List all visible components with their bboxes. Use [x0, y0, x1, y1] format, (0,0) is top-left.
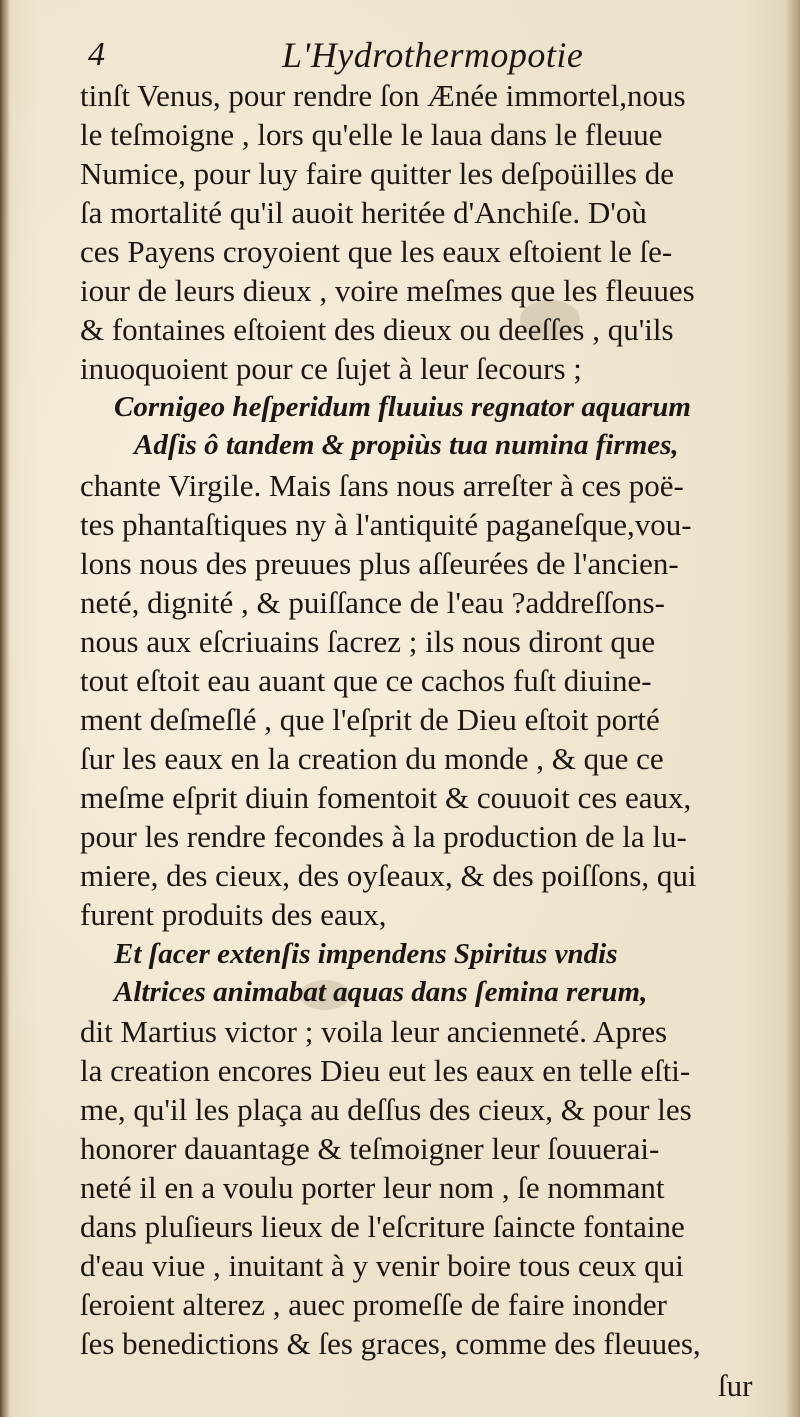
text-line: tes phantaſtiques ny à l'antiquité paganeſque,vou- — [80, 507, 692, 542]
text-line: meſme eſprit diuin fomentoit & couuoit ces eaux, — [80, 780, 692, 815]
text-line: ſeroient alterez , auec promeſſe de faire inonder — [80, 1287, 667, 1322]
page-number: 4 — [88, 36, 105, 73]
text-line: tout eſtoit eau auant que ce cachos fuſt diuine- — [80, 663, 652, 698]
text-line: dans pluſieurs lieux de l'eſcriture ſaincte fontaine — [80, 1209, 685, 1244]
text-line: furent produits des eaux, — [80, 897, 387, 932]
text-line: pour les rendre fecondes à la production de la lu- — [80, 819, 687, 854]
text-line: miere, des cieux, des oyſeaux, & des poiſſons, qui — [80, 858, 697, 893]
text-line: neté il en a voulu porter leur nom , ſe nommant — [80, 1170, 665, 1205]
binding-gutter — [0, 0, 10, 1417]
text-line: la creation encores Dieu eut les eaux en telle eſti- — [80, 1053, 691, 1088]
text-line: me, qu'il les plaça au deſſus des cieux, & pour les — [80, 1092, 692, 1127]
text-line: d'eau viue , inuitant à y venir boire tous ceux qui — [80, 1248, 684, 1283]
text-line: honorer dauantage & teſmoigner leur ſouuerai- — [80, 1131, 660, 1166]
running-title: L'Hydrothermopotie — [282, 35, 584, 75]
text-line: ces Payens croyoient que les eaux eſtoient le ſe- — [80, 234, 673, 269]
text-line: neté, dignité , & puiſſance de l'eau ?addreſſons- — [80, 585, 665, 620]
text-line: tinſt Venus, pour rendre ſon Ænée immortel,nous — [80, 78, 686, 113]
page-header — [0, 34, 800, 80]
text-line: ſur les eaux en la creation du monde , & que ce — [80, 741, 664, 776]
text-line: Numice, pour luy faire quitter les deſpoüilles de — [80, 156, 674, 191]
text-line: nous aux eſcriuains ſacrez ; ils nous diront que — [80, 624, 656, 659]
text-line: iour de leurs dieux , voire meſmes que les fleuues — [80, 273, 695, 308]
text-line: ſes benedictions & ſes graces, comme des fleuues, — [80, 1326, 701, 1361]
text-line: ſa mortalité qu'il auoit heritée d'Anchiſe. D'où — [80, 195, 647, 230]
text-line: dit Martius victor ; voila leur ancienneté. Apres — [80, 1014, 668, 1049]
verse-line: Et ſacer extenſis impendens Spiritus vndis — [114, 938, 618, 970]
text-line: chante Virgile. Mais ſans nous arreſter à ces poë- — [80, 468, 684, 503]
page-edge — [786, 0, 800, 1417]
verse-line: Cornigeo heſperidum fluuius regnator aquarum — [114, 391, 691, 423]
text-line: inuoquoient pour ce ſujet à leur ſecours ; — [80, 351, 582, 386]
text-line: le teſmoigne , lors qu'elle le laua dans le fleuue — [80, 117, 663, 152]
verse-line: Adſis ô tandem & propiùs tua numina firmes, — [134, 429, 679, 461]
catchword: ſur — [718, 1368, 753, 1403]
text-line: lons nous des preuues plus aſſeurées de l'ancien- — [80, 546, 679, 581]
text-line: ment deſmeſlé , que l'eſprit de Dieu eſtoit porté — [80, 702, 660, 737]
text-line: & fontaines eſtoient des dieux ou deeſſes , qu'ils — [80, 312, 674, 347]
verse-line: Altrices animabat aquas dans ſemina rerum, — [114, 976, 648, 1008]
